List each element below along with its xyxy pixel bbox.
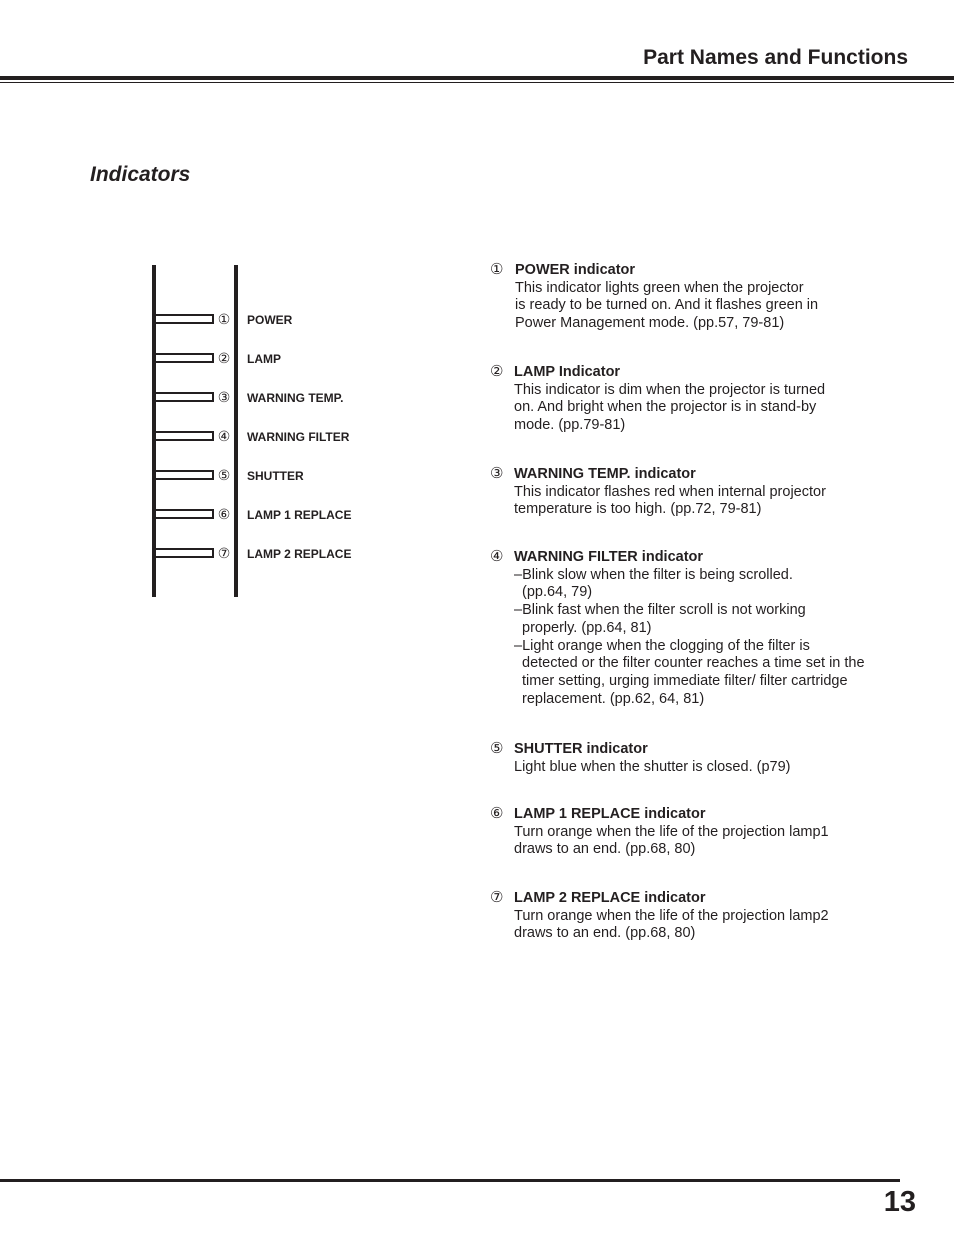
description-number: ② bbox=[490, 363, 504, 380]
led-number-lamp2-replace: ⑦ bbox=[217, 545, 231, 561]
led-warning-filter bbox=[156, 431, 214, 441]
description-body bbox=[514, 908, 870, 943]
led-number-lamp1-replace: ⑥ bbox=[217, 506, 231, 522]
description-bullet: –Blink fast when the filter scroll is not working properly. (pp.64, 81) bbox=[514, 602, 806, 636]
led-label-lamp2-replace: LAMP 2 REPLACE bbox=[247, 547, 352, 561]
page-number: 13 bbox=[883, 1186, 916, 1218]
description-title: SHUTTER indicator bbox=[514, 741, 648, 757]
description-lamp2-replace bbox=[490, 890, 870, 943]
led-power bbox=[156, 314, 214, 324]
header-title: Part Names and Functions bbox=[643, 46, 908, 69]
description-number: ④ bbox=[490, 548, 504, 565]
description-title: POWER indicator bbox=[515, 262, 636, 278]
led-lamp1-replace bbox=[156, 509, 214, 519]
description-power bbox=[490, 262, 870, 333]
description-line: draws to an end. (pp.68, 80) bbox=[514, 841, 696, 858]
description-number: ① bbox=[490, 261, 504, 278]
description-number: ⑥ bbox=[490, 805, 504, 822]
led-number-warning-temp: ③ bbox=[217, 389, 231, 405]
description-body bbox=[515, 280, 870, 333]
led-label-warning-temp: WARNING TEMP. bbox=[247, 391, 344, 405]
led-number-warning-filter: ④ bbox=[217, 428, 231, 444]
description-line: Turn orange when the life of the projection lamp1 bbox=[514, 823, 829, 840]
led-lamp2-replace bbox=[156, 548, 214, 558]
description-number: ⑦ bbox=[490, 889, 504, 906]
led-label-power: POWER bbox=[247, 313, 293, 327]
footer-rule bbox=[0, 1179, 900, 1182]
description-warning-filter bbox=[490, 549, 870, 708]
description-line: Light blue when the shutter is closed. (p79) bbox=[514, 758, 791, 775]
description-bullet: –Light orange when the clogging of the filter is detected or the filter counter reaches a time set in the timer setting, urging immediate filter/ filter cartridge replacement. (pp.62, 64, 81) bbox=[514, 637, 865, 707]
section-title: Indicators bbox=[90, 163, 191, 186]
led-number-shutter: ⑤ bbox=[217, 467, 231, 483]
description-line: is ready to be turned on. And it flashes green in bbox=[515, 297, 819, 314]
led-label-lamp: LAMP bbox=[247, 352, 281, 366]
description-shutter bbox=[490, 741, 870, 776]
description-title: WARNING TEMP. indicator bbox=[514, 466, 696, 482]
description-line: This indicator flashes red when internal projector bbox=[514, 483, 826, 500]
description-body bbox=[514, 824, 870, 859]
panel-rail-right bbox=[234, 265, 238, 597]
description-line: Power Management mode. (pp.57, 79-81) bbox=[515, 315, 785, 332]
description-title: LAMP 2 REPLACE indicator bbox=[514, 890, 706, 906]
description-title: LAMP 1 REPLACE indicator bbox=[514, 806, 706, 822]
led-shutter bbox=[156, 470, 214, 480]
led-label-lamp1-replace: LAMP 1 REPLACE bbox=[247, 508, 352, 522]
description-number: ⑤ bbox=[490, 740, 504, 757]
description-line: draws to an end. (pp.68, 80) bbox=[514, 925, 696, 942]
description-warning-temp bbox=[490, 466, 870, 519]
led-warning-temp bbox=[156, 392, 214, 402]
description-number: ③ bbox=[490, 465, 504, 482]
header-rule-thin bbox=[0, 82, 954, 83]
description-line: temperature is too high. (pp.72, 79-81) bbox=[514, 501, 762, 518]
indicator-panel-diagram bbox=[152, 265, 392, 597]
description-title: LAMP Indicator bbox=[514, 364, 621, 380]
led-number-lamp: ② bbox=[217, 350, 231, 366]
description-title: WARNING FILTER indicator bbox=[514, 549, 704, 565]
led-number-power: ① bbox=[217, 311, 231, 327]
description-bullet: –Blink slow when the filter is being scrolled. (pp.64, 79) bbox=[514, 566, 793, 601]
description-body bbox=[514, 567, 866, 709]
description-line: This indicator lights green when the projector bbox=[515, 279, 804, 296]
led-label-shutter: SHUTTER bbox=[247, 469, 304, 483]
description-body bbox=[514, 382, 870, 435]
description-line: on. And bright when the projector is in stand-by bbox=[514, 399, 817, 416]
header-rule-thick bbox=[0, 76, 954, 80]
led-lamp bbox=[156, 353, 214, 363]
description-lamp1-replace bbox=[490, 806, 870, 859]
description-line: This indicator is dim when the projector is turned bbox=[514, 381, 826, 398]
led-label-warning-filter: WARNING FILTER bbox=[247, 430, 350, 444]
description-line: mode. (pp.79-81) bbox=[514, 417, 626, 434]
description-lamp bbox=[490, 364, 870, 435]
description-line: Turn orange when the life of the projection lamp2 bbox=[514, 907, 829, 924]
description-body bbox=[514, 759, 870, 777]
description-body bbox=[514, 484, 870, 519]
